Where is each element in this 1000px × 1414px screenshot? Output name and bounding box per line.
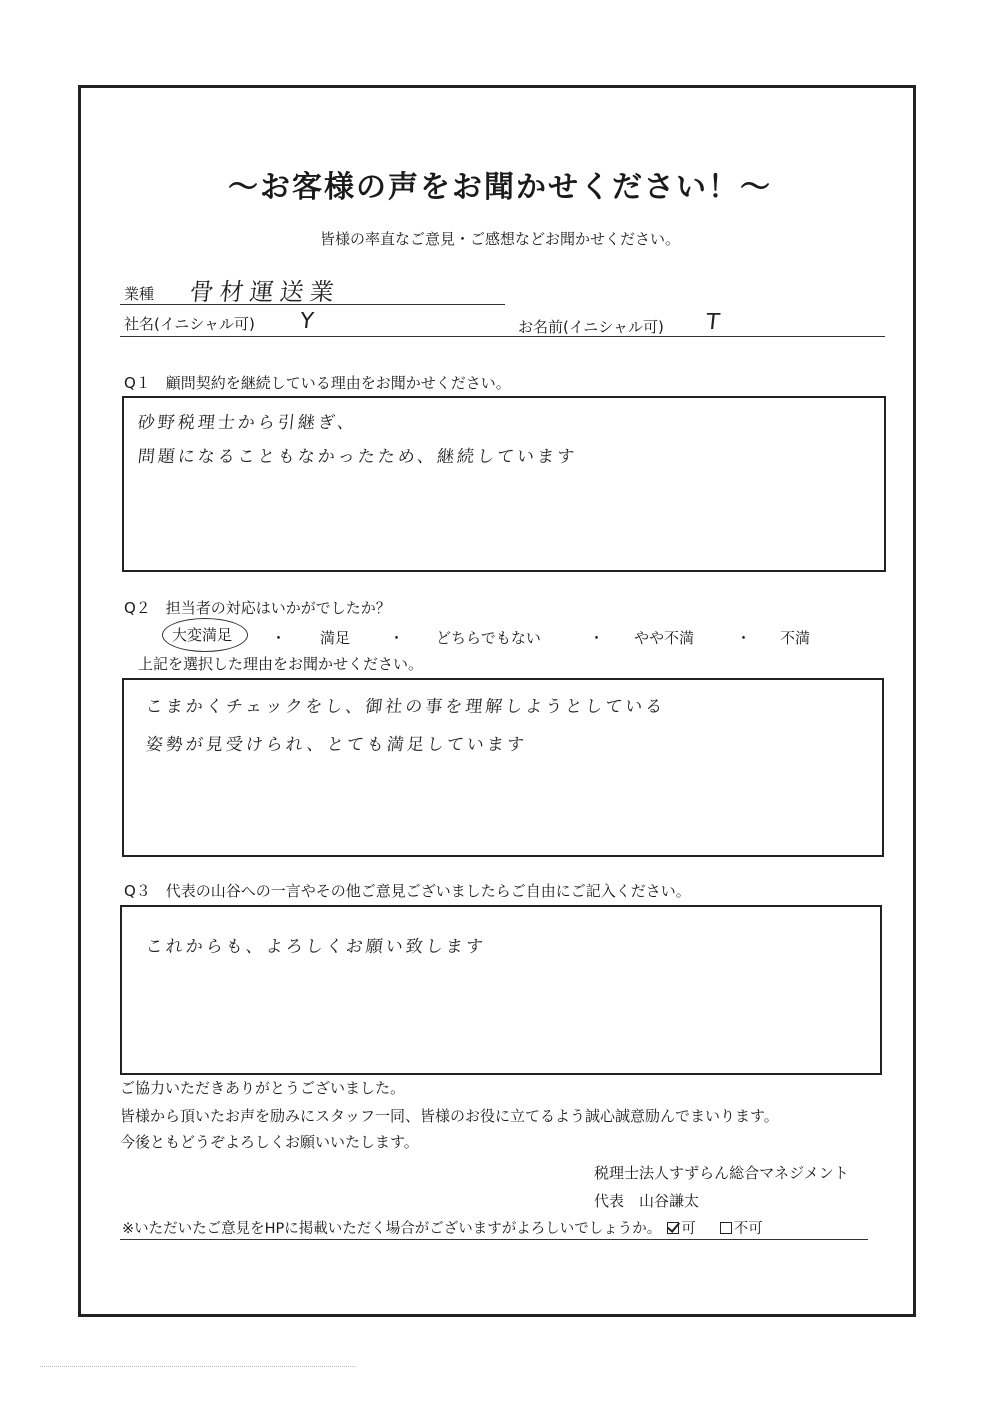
thanks-line: ご協力いただきありがとうございました。 <box>120 1079 406 1097</box>
q2-separator: ・ <box>736 629 752 647</box>
form-subtitle: 皆様の率直なご意見・ご感想などお聞かせください。 <box>319 230 680 248</box>
q2-option-dissatisfied: 不満 <box>780 629 811 647</box>
q1-answer-line: 問題になることもなかったため、継続しています <box>136 447 579 467</box>
consent-question: ※いただいたご意見をHPに掲載いただく場合がございますがよろしいでしょうか。 <box>122 1221 662 1237</box>
q3-question: Q３ 代表の山谷への一言やその他ご意見ございましたらご自由にご記入ください。 <box>124 882 691 900</box>
q2-reason-prompt: 上記を選択した理由をお聞かせください。 <box>138 655 424 673</box>
company-name-underline <box>120 336 885 337</box>
q2-answer-line: 姿勢が見受けられ、とても満足しています <box>144 735 528 755</box>
q2-separator: ・ <box>271 629 287 647</box>
q3-answer-line: これからも、よろしくお願い致します <box>144 937 487 957</box>
company-name: 税理士法人すずらん総合マネジメント <box>594 1164 849 1182</box>
q3-answer-box <box>120 905 882 1075</box>
form-title: 〜お客様の声をお聞かせください！〜 <box>228 170 772 205</box>
q2-separator: ・ <box>389 629 405 647</box>
name-value: T <box>704 310 724 335</box>
q2-option-very-satisfied: 大変満足 <box>172 626 233 644</box>
thanks-line: 皆様から頂いたお声を励みにスタッフ一同、皆様のお役に立てるよう誠心誠意励んでまいります。 <box>120 1107 779 1125</box>
consent-yes-label: 可 <box>681 1221 696 1237</box>
industry-underline <box>120 304 505 305</box>
q1-question: Q１ 顧問契約を継続している理由をお聞かせください。 <box>124 374 511 392</box>
q2-separator: ・ <box>589 629 605 647</box>
q2-question: Q２ 担当者の対応はいかがでしたか？ <box>124 599 391 617</box>
q2-option-somewhat-dissatisfied: やや不満 <box>634 629 695 647</box>
consent-underline <box>120 1239 868 1240</box>
thanks-line: 今後ともどうぞよろしくお願いいたします。 <box>120 1133 419 1151</box>
name-label: お名前(イニシャル可) <box>518 318 664 336</box>
q2-option-neutral: どちらでもない <box>436 629 541 647</box>
consent-no-label: 不可 <box>733 1221 763 1237</box>
consent-yes-checkbox[interactable] <box>667 1222 679 1234</box>
q2-answer-line: こまかくチェックをし、御社の事を理解しようとしている <box>144 697 667 717</box>
consent-no-checkbox[interactable] <box>720 1222 732 1234</box>
q2-option-satisfied: 満足 <box>320 629 351 647</box>
representative-name: 代表 山谷謙太 <box>594 1192 700 1210</box>
company-label: 社名(イニシャル可) <box>124 315 255 333</box>
industry-value: 骨材運送業 <box>188 278 342 306</box>
consent-row <box>122 1217 763 1238</box>
industry-label: 業種 <box>124 285 155 303</box>
company-value: Y <box>298 309 318 334</box>
q1-answer-line: 砂野税理士から引継ぎ、 <box>136 413 359 433</box>
scan-artifact-line <box>40 1366 355 1367</box>
